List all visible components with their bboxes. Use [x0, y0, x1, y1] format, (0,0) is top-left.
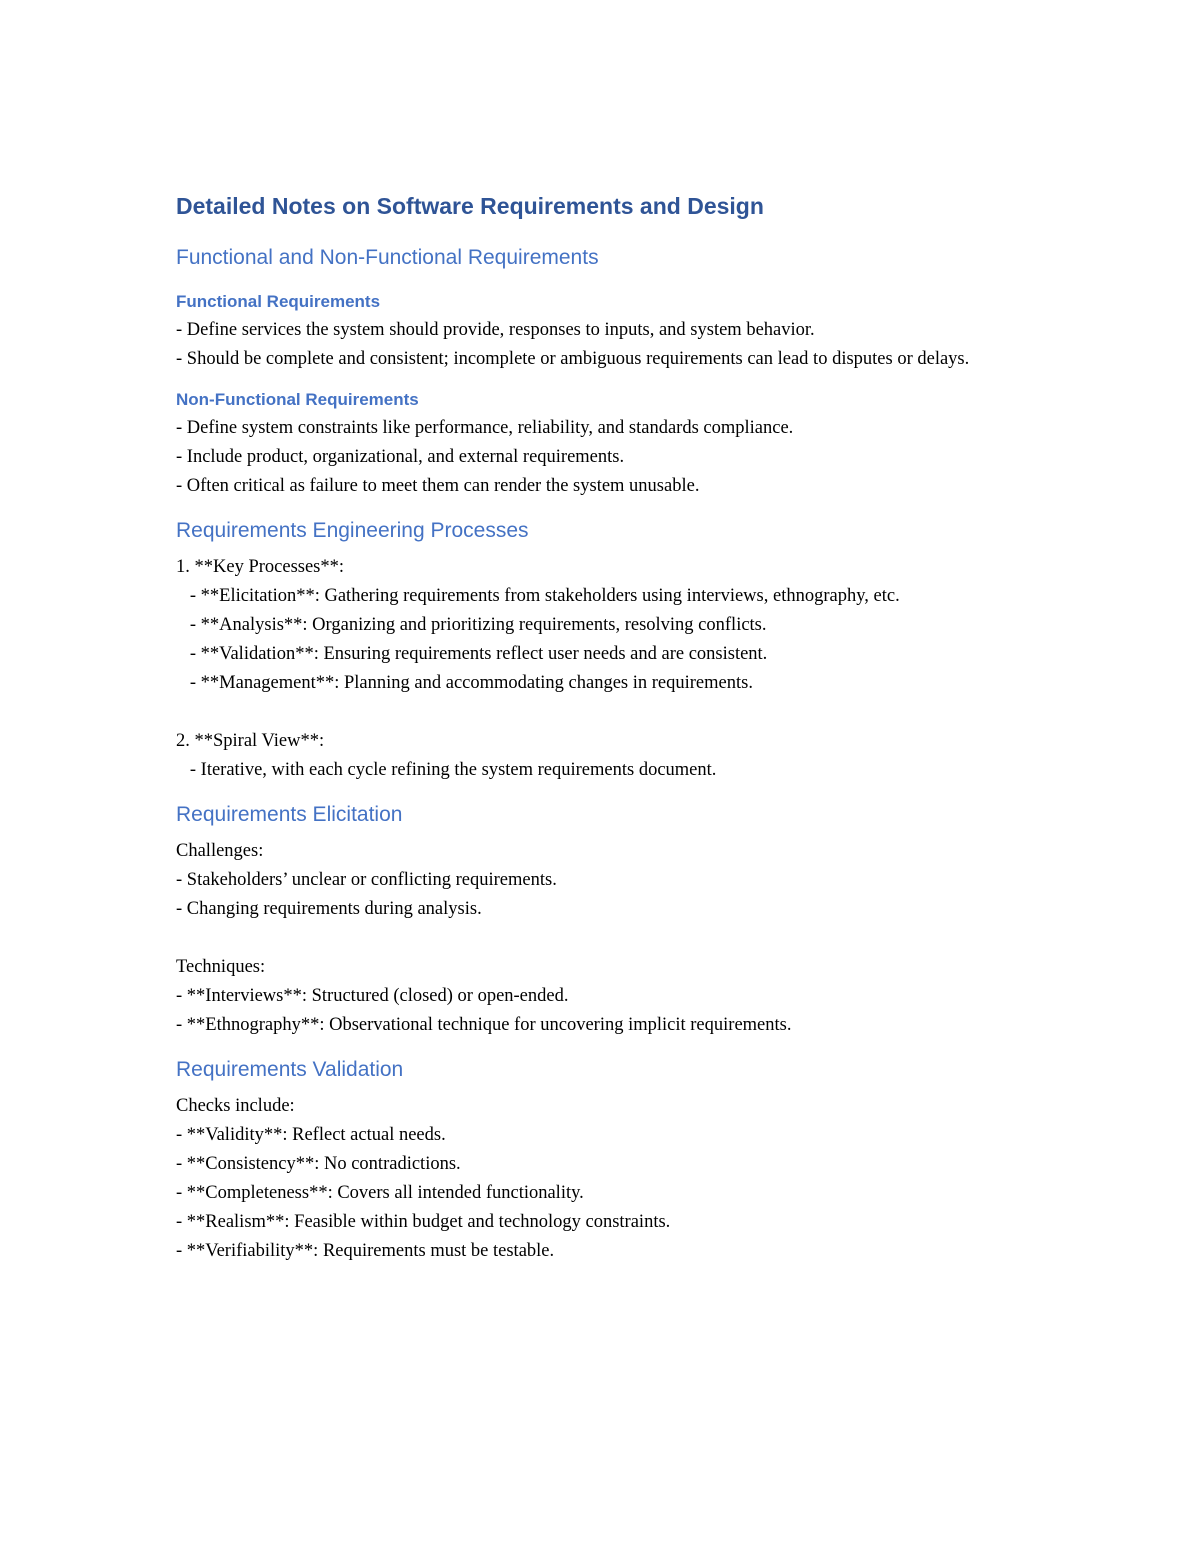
- document-title: Detailed Notes on Software Requirements and Design: [176, 193, 764, 219]
- section-heading-processes: Requirements Engineering Processes: [176, 519, 529, 542]
- processes-line-4: - **Validation**: Ensuring requirements reflect user needs and are consistent.: [176, 644, 768, 664]
- section-heading-fnf: Functional and Non-Functional Requirements: [176, 246, 599, 269]
- document-page: [176, 188, 1036, 1266]
- elicitation-line-1: Challenges:: [176, 841, 264, 861]
- section-heading-elicitation: Requirements Elicitation: [176, 803, 403, 826]
- functional-line-2: - Should be complete and consistent; incomplete or ambiguous requirements can lead to disputes or delays.: [176, 349, 970, 369]
- nonfunctional-line-2: - Include product, organizational, and external requirements.: [176, 447, 625, 467]
- elicitation-line-2: - Stakeholders’ unclear or conflicting requirements.: [176, 870, 557, 890]
- subsection-heading-nonfunctional: Non-Functional Requirements: [176, 390, 419, 409]
- processes-line-3: - **Analysis**: Organizing and prioritizing requirements, resolving conflicts.: [176, 615, 767, 635]
- elicitation-line-3: - Changing requirements during analysis.: [176, 899, 482, 919]
- processes-line-7: - Iterative, with each cycle refining the system requirements document.: [176, 760, 717, 780]
- section-heading-validation: Requirements Validation: [176, 1058, 404, 1081]
- processes-line-6: 2. **Spiral View**:: [176, 731, 325, 751]
- processes-line-5: - **Management**: Planning and accommodating changes in requirements.: [176, 673, 753, 693]
- processes-line-2: - **Elicitation**: Gathering requirements from stakeholders using interviews, ethnography, etc.: [176, 586, 900, 606]
- nonfunctional-line-1: - Define system constraints like performance, reliability, and standards compliance.: [176, 418, 794, 438]
- elicitation-line-6: - **Ethnography**: Observational technique for uncovering implicit requirements.: [176, 1015, 792, 1035]
- validation-line-3: - **Consistency**: No contradictions.: [176, 1154, 461, 1174]
- elicitation-line-4: Techniques:: [176, 957, 266, 977]
- validation-line-6: - **Verifiability**: Requirements must be testable.: [176, 1241, 555, 1261]
- validation-line-1: Checks include:: [176, 1096, 295, 1116]
- processes-line-1: 1. **Key Processes**:: [176, 557, 345, 577]
- functional-line-1: - Define services the system should provide, responses to inputs, and system behavior.: [176, 320, 815, 340]
- nonfunctional-line-3: - Often critical as failure to meet them can render the system unusable.: [176, 476, 700, 496]
- elicitation-line-5: - **Interviews**: Structured (closed) or open-ended.: [176, 986, 569, 1006]
- validation-line-4: - **Completeness**: Covers all intended functionality.: [176, 1183, 584, 1203]
- validation-line-5: - **Realism**: Feasible within budget and technology constraints.: [176, 1212, 671, 1232]
- validation-line-2: - **Validity**: Reflect actual needs.: [176, 1125, 446, 1145]
- subsection-heading-functional: Functional Requirements: [176, 292, 381, 311]
